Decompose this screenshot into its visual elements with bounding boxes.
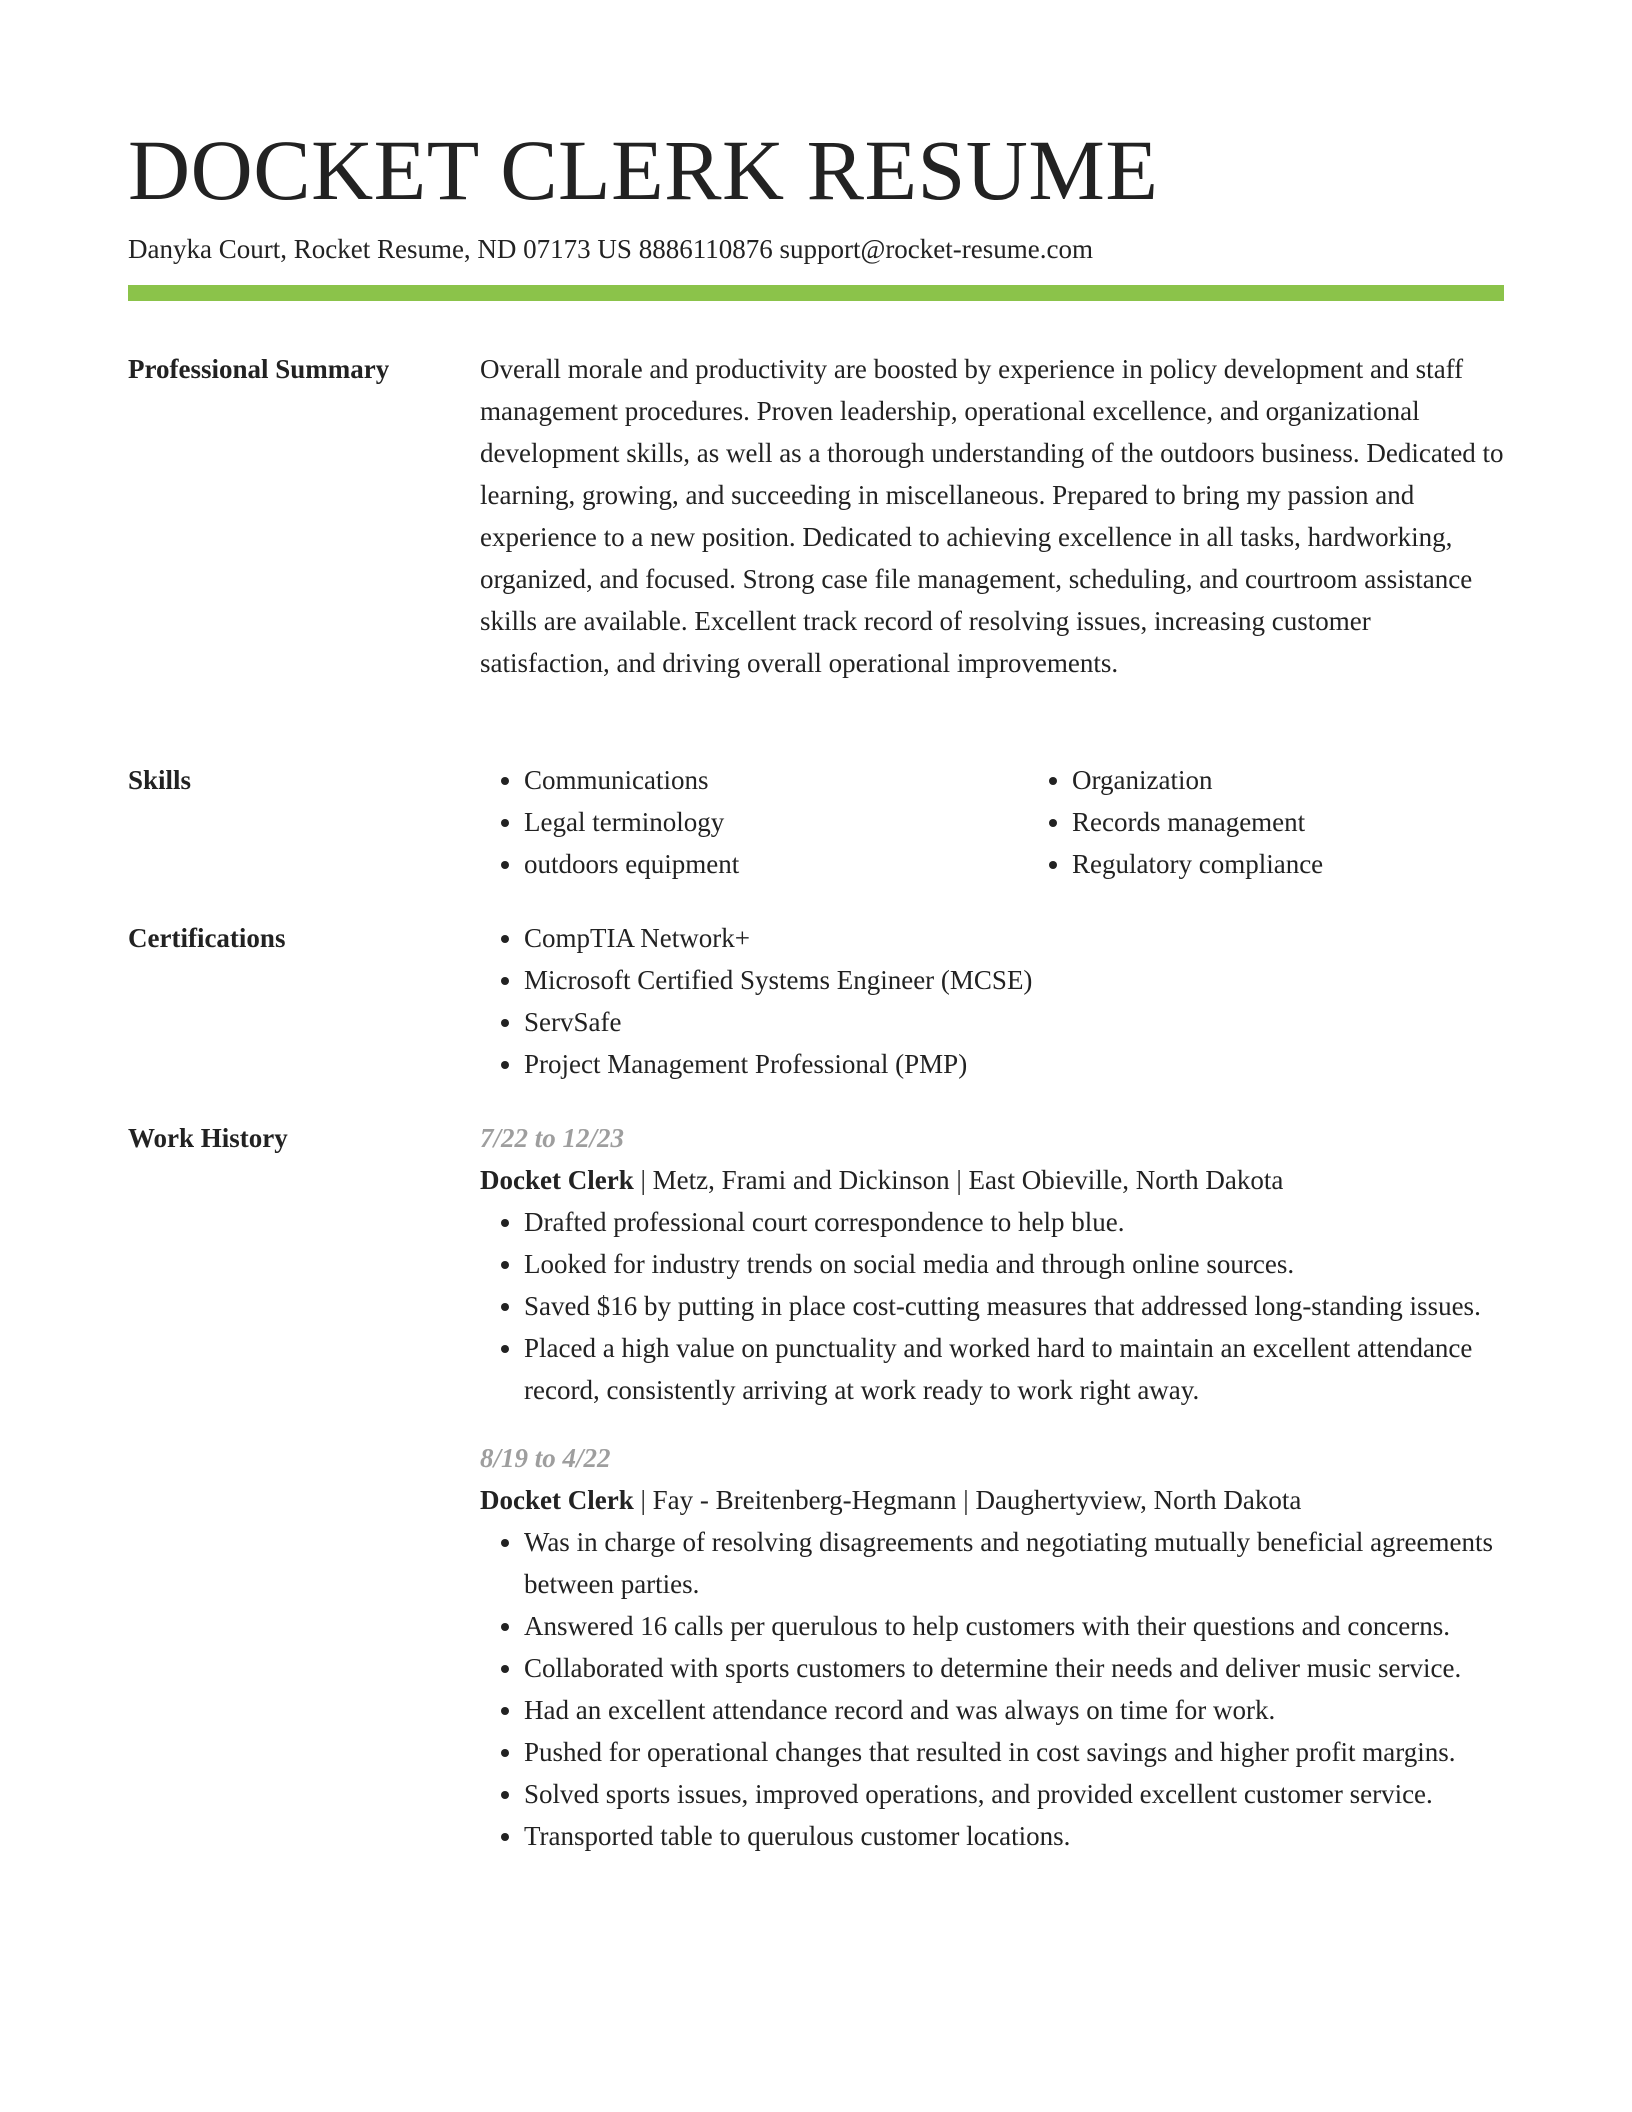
certification-item: • CompTIA Network+ xyxy=(524,917,1504,959)
skill-item: • outdoors equipment xyxy=(524,843,984,885)
job-bullet: • Transported table to querulous customer locations. xyxy=(524,1815,1504,1857)
job-bullet: • Drafted professional court correspondence to help blue. xyxy=(524,1201,1504,1243)
job-bullet: • Saved $16 by putting in place cost-cutting measures that addressed long-standing issues. xyxy=(524,1285,1504,1327)
work-history-heading: Work History xyxy=(128,1123,288,1153)
job-bullet: • Collaborated with sports customers to determine their needs and deliver music service. xyxy=(524,1647,1504,1689)
job-dates: 8/19 to 4/22 xyxy=(480,1443,611,1473)
job-bullet: • Had an excellent attendance record and was always on time for work. xyxy=(524,1689,1504,1731)
job-bullet: • Placed a high value on punctuality and worked hard to maintain an excellent attendance record, consistently arriving at work ready to work right away. xyxy=(524,1327,1504,1411)
certifications-heading: Certifications xyxy=(128,923,286,953)
skills-body xyxy=(480,759,1504,885)
job-bullet: • Answered 16 calls per querulous to help customers with their questions and concerns. xyxy=(524,1605,1504,1647)
contact-line xyxy=(128,230,1093,268)
job-location: | East Obieville, North Dakota xyxy=(950,1165,1284,1195)
summary-heading: Professional Summary xyxy=(128,354,390,384)
job-header xyxy=(480,1159,1504,1201)
job-location: | Daughertyview, North Dakota xyxy=(957,1485,1302,1515)
summary-body xyxy=(480,348,1504,684)
job-dates: 7/22 to 12/23 xyxy=(480,1123,625,1153)
skills-list-left xyxy=(480,759,984,885)
job-bullets xyxy=(480,1521,1504,1857)
certification-item: • ServSafe xyxy=(524,1001,1504,1043)
job-bullet: • Looked for industry trends on social media and through online sources. xyxy=(524,1243,1504,1285)
header-divider xyxy=(128,285,1504,301)
skill-item: • Records management xyxy=(1072,801,1532,843)
job-bullet: • Solved sports issues, improved operations, and provided excellent customer service. xyxy=(524,1773,1504,1815)
resume-title: DOCKET CLERK RESUME xyxy=(128,122,1159,218)
contact-address: Danyka Court, Rocket Resume, ND 07173 US xyxy=(128,234,632,264)
job-bullet: • Pushed for operational changes that resulted in cost savings and higher profit margins. xyxy=(524,1731,1504,1773)
skill-item: • Legal terminology xyxy=(524,801,984,843)
job-company: | Fay - Breitenberg-Hegmann xyxy=(634,1485,957,1515)
skills-grid xyxy=(480,759,1504,885)
certifications-list xyxy=(480,917,1504,1085)
work-history-body xyxy=(480,1117,1504,1857)
skills-heading: Skills xyxy=(128,765,192,795)
skill-item: • Regulatory compliance xyxy=(1072,843,1532,885)
job-header xyxy=(480,1479,1504,1521)
summary-text: Overall morale and productivity are boosted by experience in policy development and staff management procedures. Proven leadership, operational excellence, and organizational development skills, as well as a thorough understanding of the outdoors business. Dedicated to learning, growing, and succeeding in miscellaneous. Prepared to bring my passion and experience to a new position. Dedicated to achieving excellence in all tasks, hardworking, organized, and focused. Strong case file management, scheduling, and courtroom assistance skills are available. Excellent track record of resolving issues, increasing customer satisfaction, and driving overall operational improvements. xyxy=(480,354,1504,678)
job-bullet: • Was in charge of resolving disagreements and negotiating mutually beneficial agreements between parties. xyxy=(524,1521,1504,1605)
job-bullets xyxy=(480,1201,1504,1411)
skills-list-right xyxy=(1028,759,1532,885)
certifications-body xyxy=(480,917,1504,1085)
contact-phone: 8886110876 xyxy=(638,234,773,264)
job-company: | Metz, Frami and Dickinson xyxy=(634,1165,950,1195)
contact-email: support@rocket-resume.com xyxy=(779,234,1093,264)
skill-item: • Organization xyxy=(1072,759,1532,801)
certification-item: • Project Management Professional (PMP) xyxy=(524,1043,1504,1085)
job-title: Docket Clerk xyxy=(480,1165,634,1195)
job-entry xyxy=(480,1437,1504,1857)
skill-item: • Communications xyxy=(524,759,984,801)
job-entry xyxy=(480,1117,1504,1411)
job-title: Docket Clerk xyxy=(480,1485,634,1515)
certification-item: • Microsoft Certified Systems Engineer (MCSE) xyxy=(524,959,1504,1001)
